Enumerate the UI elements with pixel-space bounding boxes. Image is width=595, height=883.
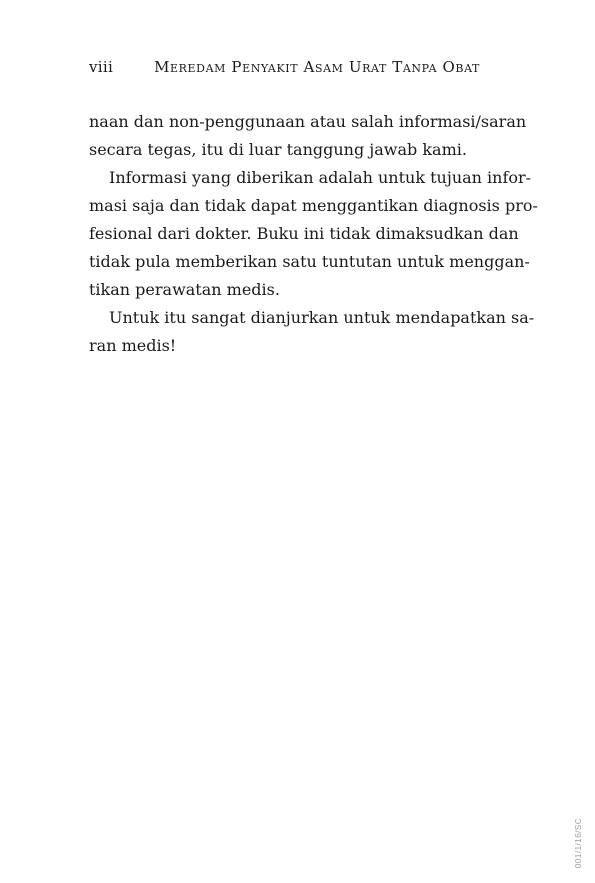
text-line: tikan perawatan medis.	[89, 280, 280, 299]
text-line: masi saja dan tidak dapat menggantikan diagnosis pro-	[89, 196, 538, 215]
paragraph-continuation	[89, 108, 527, 164]
text-line: naan dan non-penggunaan atau salah informasi/saran	[89, 112, 527, 131]
side-print-code: 001/1/16/SC	[574, 818, 583, 868]
body-text	[89, 108, 538, 360]
text-line: secara tegas, itu di luar tanggung jawab kami.	[89, 140, 467, 159]
text-line: Untuk itu sangat dianjurkan untuk mendapatkan sa-	[109, 308, 535, 327]
text-line: fesional dari dokter. Buku ini tidak dimaksudkan dan	[89, 224, 519, 243]
page-number: viii	[89, 58, 114, 76]
running-head: Meredam Penyakit Asam Urat Tanpa Obat	[154, 58, 480, 76]
text-line: ran medis!	[89, 336, 177, 355]
text-line: Informasi yang diberikan adalah untuk tujuan infor-	[109, 168, 532, 187]
paragraph-advice	[89, 304, 535, 360]
page-header	[89, 58, 509, 76]
text-line: tidak pula memberikan satu tuntutan untuk menggan-	[89, 252, 530, 271]
paragraph-disclaimer	[89, 164, 538, 304]
